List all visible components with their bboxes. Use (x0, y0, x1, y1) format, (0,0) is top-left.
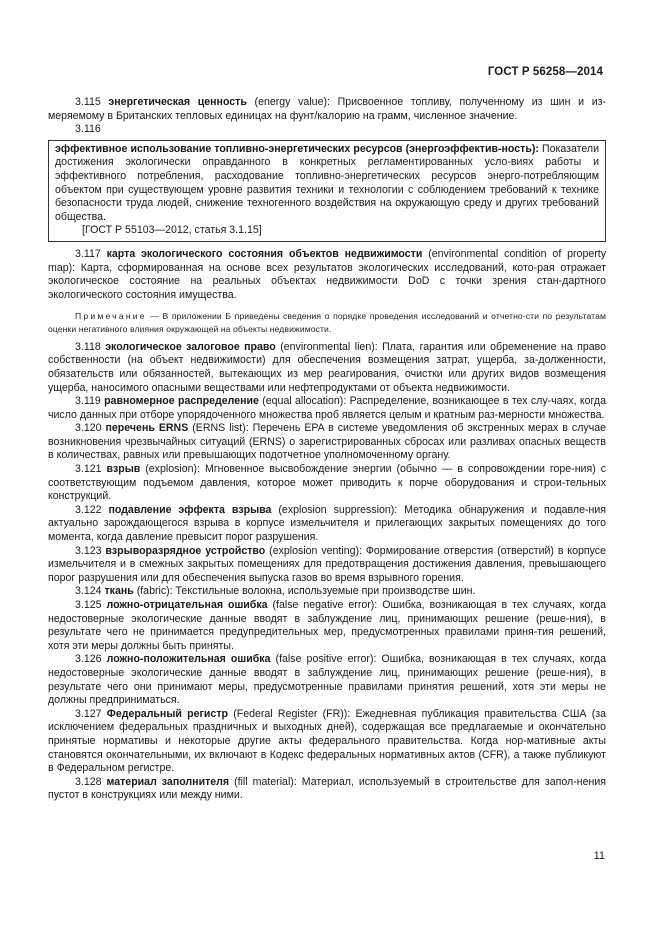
page-number: 11 (593, 850, 605, 862)
entry-3-128: 3.128 материал заполнителя (fill material): Материал, используемый в строительстве для запол-нения пустот в конструкциях или между ними. (48, 775, 606, 802)
box-reference: [ГОСТ Р 55103—2012, статья 3.1.15] (82, 224, 262, 237)
entry-3-124: 3.124 ткань (fabric): Текстильные волокна, используемые при производстве шин. (75, 585, 476, 598)
entry-3-117: 3.117 карта экологического состояния объектов недвижимости (environmental condition of property map): Карта, сформированная на основе всех результатов экологических исследований, кото-рая отражает экологическое состояние на реальных объектах недвижимости DoD с точки зрения стан-дартного экологического состояния имущества. (48, 247, 606, 301)
note: Примечание — В приложении Б приведены сведения о порядке проведения исследований и отчетно-сти по результатам оценки негативного влияния окружающей на объекты недвижимости. (48, 311, 606, 334)
entry-3-122: 3.122 подавление эффекта взрыва (explosion suppression): Методика обнаружения и подавле-ния актуально зарождающегося взрыва в корпусе измельчителя и прилегающих закрытых помещениях до того момента, когда давление превысит порог разрушения. (48, 503, 606, 544)
box-definition: эффективное использование топливно-энергетических ресурсов (энергоэффектив-ность): Показатели достижения экологически оправданного в конкретных регламентированных усло-виях работы и эффективного потребления, расходование топливно-энергетических ресурсов энерго-потребляющим объектом при существующем уровне развития техники и технологии с соблюдением требований к технике безопасности труда людей, снижение техногенного воздействия на окружающую среду и других требований общества. (55, 142, 599, 223)
entry-3-119: 3.119 равномерное распределение (equal allocation): Распределение, возникающее в тех слу-чаях, когда число данных при отборе упорядоченного множества проб является целым и кратным раз-мерности множества. (48, 395, 606, 421)
entry-3-125: 3.125 ложно-отрицательная ошибка (false negative error): Ошибка, возникающая в тех случаях, когда недостоверные экологические данные вводят в заблуждение лиц, принимающих решение (реше-ния), в результате чего не принимается предупредительных мер, предусмотренных правилами приня-тия решений, хотя эти меры должны быть приняты. (48, 599, 606, 652)
entry-3-126: 3.126 ложно-положительная ошибка (false positive error): Ошибка, возникающая в тех случаях, когда недостоверные экологические данные вводят в заблуждение лиц, принимающих решение (реше-ния), в результате чего они принимают меры, предусмотренные правилами принятия решений, хотя эти меры не должны предприниматься. (48, 653, 606, 707)
document-body (48, 96, 606, 803)
entry-3-121: 3.121 взрыв (explosion): Мгновенное высвобождение энергии (обычно — в сопровождении горе-ния) с соответствующим подъемом давления, которое может приводить к порче оборудования и строи-тельных конструкций. (48, 463, 606, 503)
entry-3-127: 3.127 Федеральный регистр (Federal Register (FR)): Ежедневная публикация правительства США (за исключением федеральных праздничных и выходных дней), содержащая все предлагаемые и окончательно принятые нормативы и некоторые другие акты федерального правительства. Когда нор-мативные акты становятся окончательными, их включают в Кодекс федеральных нормативных актов (CFR), а также публикуют в Федеральном регистре. (48, 707, 606, 775)
definition-box (48, 140, 606, 242)
entry-3-116: 3.116 (75, 123, 101, 136)
entry-3-123: 3.123 взрыворазрядное устройство (explosion venting): Формирование отверстия (отверстий) в корпусе измельчителя и в смежных закрытых помещениях для предотвращения достижения давления, превышающего порог разрушения или для обеспечения выпуска газов во время взрывного горения. (48, 544, 606, 584)
entry-3-118: 3.118 экологическое залоговое право (environmental lien): Плата, гарантия или обременение на право собственности (на объект недвижимости) для обеспечения возмещения затрат, ущерба, за-долженности, обязательств или обязанностей, вытекающих из мер реагирования, очистки или других видов возмещения ущерба, наносимого опасными веществами или нефтепродуктами от объекта недвижимости. (48, 340, 607, 394)
entry-3-120: 3.120 перечень ERNS (ERNS list): Перечень EPA в системе уведомления об экстренных мерах в случае возникновения чрезвычайных ситуаций (ERNS) о зарегистрированных сбросах или разливах опасных веществ в количествах, равных или превышающих подотчетное уполномоченному органу. (48, 422, 606, 462)
document-header: ГОСТ Р 56258—2014 (487, 66, 603, 78)
entry-3-115: 3.115 энергетическая ценность (energy value): Присвоенное топливу, полученному из шин и из-меряемому в Британских тепловых единицах на фунт/калорию на грамм, численное значение. (48, 96, 607, 122)
